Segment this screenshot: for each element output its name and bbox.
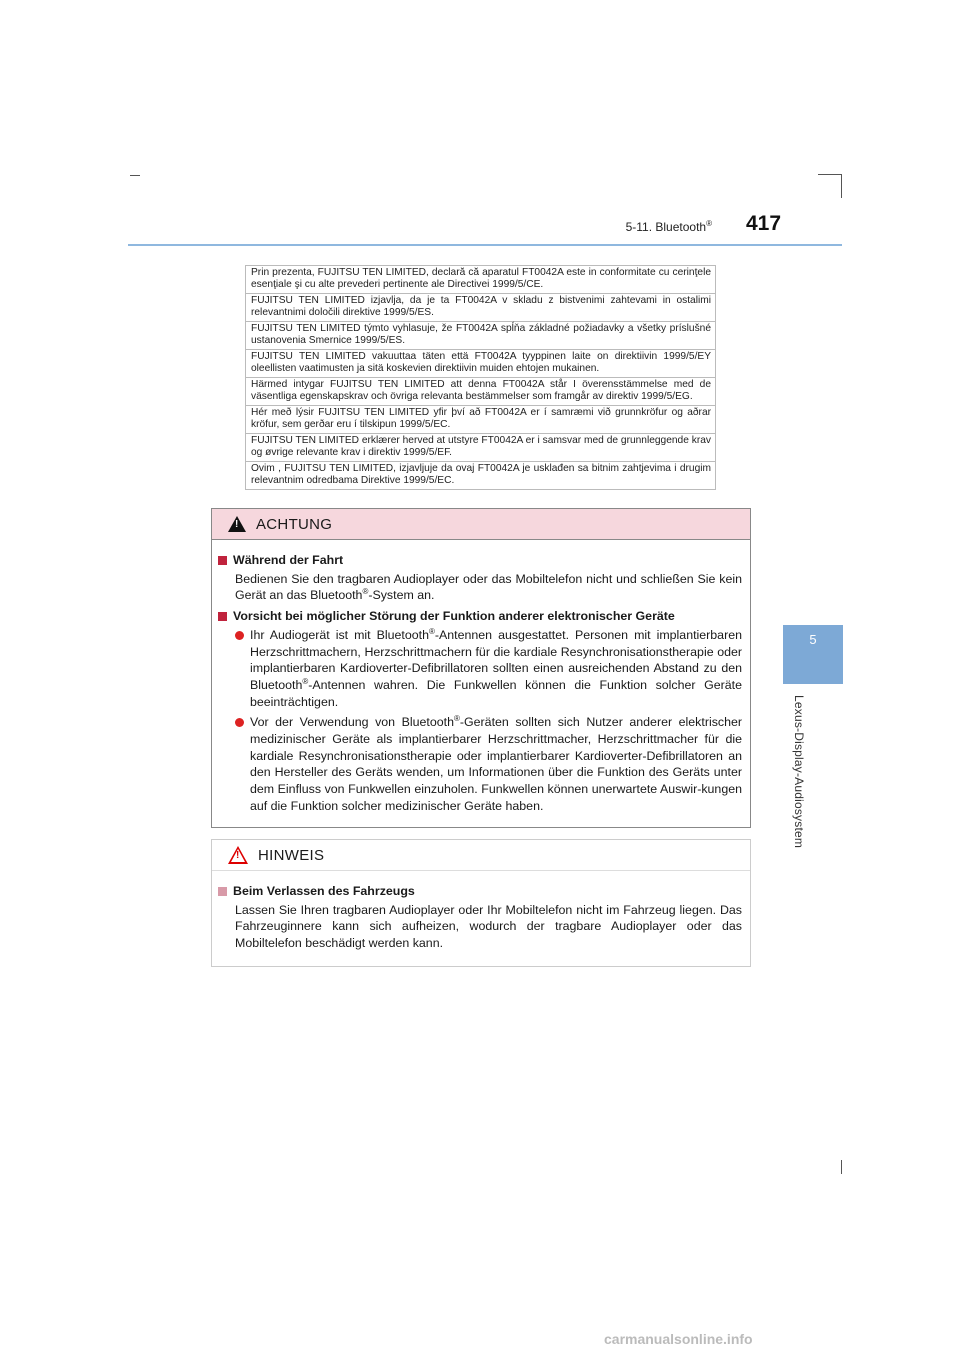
header-rule: [128, 244, 842, 246]
declaration-table: [245, 265, 716, 490]
crop-mark-top-right-h: [818, 174, 842, 175]
square-bullet-icon: [218, 612, 227, 621]
caution-triangle-icon: [228, 846, 248, 864]
registered-mark: ®: [706, 219, 712, 228]
warning-p1-post: -System an.: [368, 588, 435, 603]
declaration-row-croatian: Ovim , FUJITSU TEN LIMITED, izjavljuje da ovaj FT0042A je usklađen sa bitnim zahtjevima i drugim relevantnim odredbama Direktive 1999/5/EC.: [246, 461, 715, 489]
warning-box: [211, 508, 751, 828]
warning-body: [212, 540, 750, 815]
declaration-row-finnish: FUJITSU TEN LIMITED vakuuttaa täten että FT0042A tyyppinen laite on direktiivin 1999/5/EY oleellisten vaatimusten ja sitä koskevien direktiivin muiden ehtojen mukainen.: [246, 349, 715, 377]
chapter-title: Lexus-Display-Audiosystem: [792, 695, 806, 849]
note-body: [212, 871, 750, 952]
note-heading-leaving-text: Beim Verlassen des Fahrzeugs: [233, 884, 415, 898]
watermark: carmanualsonline.info: [604, 1331, 753, 1347]
warning-heading-interference-text: Vorsicht bei möglicher Störung der Funktion anderer elektronischer Geräte: [233, 609, 675, 624]
declaration-row-swedish: Härmed intygar FUJITSU TEN LIMITED att denna FT0042A står I överensstämmelse med de väsentliga egenskapskrav och övriga relevanta bestämmelser som framgår av direktiv 1999/5/EG.: [246, 377, 715, 405]
warning-heading-driving: [218, 552, 742, 569]
note-title: HINWEIS: [258, 846, 325, 864]
b1-part-c: -Antennen wahren. Die Funkwellen können die Funktion solcher Geräte beeinträchtigen.: [250, 677, 742, 709]
declaration-row-romanian: Prin prezenta, FUJITSU TEN LIMITED, declară că aparatul FT0042A este in conformitate cu cerinţele esenţiale şi cu alte prevederi pertinente ale Directivei 1999/5/CE.: [251, 267, 711, 290]
circle-bullet-icon: [235, 631, 244, 640]
warning-bullet-pacemaker-text: [250, 627, 742, 711]
warning-bullet-medical-devices-text: [250, 714, 742, 814]
warning-p1-pre: Bedienen Sie den tragbaren Audioplayer oder das Mobiltelefon nicht und schließen Sie kein Gerät an das Bluetooth: [235, 571, 742, 603]
warning-heading-interference: [218, 608, 742, 625]
chapter-tab: 5: [783, 625, 843, 684]
square-bullet-icon: [218, 556, 227, 565]
declaration-row-slovak: FUJITSU TEN LIMITED týmto vyhlasuje, že FT0042A spĺňa základné požiadavky a všetky príslušné ustanovenia Smernice 1999/5/ES.: [246, 321, 715, 349]
page-number: 417: [746, 212, 782, 235]
note-header: [212, 840, 750, 871]
b1-part-b: -Antennen ausgestattet. Personen mit implantierbaren Herzschrittmachern, Herzschrittmachern für die kardiale Resynchronisationstherapie oder implantierbaren Kardioverter-Defibrillatoren sollten einen ausreichenden Abstand zu den Bluetooth: [250, 627, 742, 692]
warning-title: ACHTUNG: [256, 515, 333, 533]
warning-triangle-icon: [228, 516, 246, 532]
declaration-row-slovenian: FUJITSU TEN LIMITED izjavlja, da je ta FT0042A v skladu z bistvenimi zahtevami in ostalimi relevantnimi določili direktive 1999/5/ES.: [246, 293, 715, 321]
b1-part-a: Ihr Audiogerät ist mit Bluetooth: [250, 627, 429, 642]
declaration-row-icelandic: Hér með lýsir FUJITSU TEN LIMITED yfir því að FT0042A er í samræmi við grunnkröfur og aðrar kröfur, sem gerðar eru í tilskipun 1999/5/EC.: [246, 405, 715, 433]
b2-part-b: -Geräten sollten sich Nutzer anderer elektrischer medizinischer Geräte als implantierbarer Herzschrittmacher, Herzschrittmacher für die kardiale Resynchronisationstherapie oder implantierbarer Kardioverter-Defibrillatoren an den Hersteller des Geräts wenden, um Informationen über die Funktion des Geräts unter dem Einfluss von Funkwellen einzuholen. Funkwellen können unerwartete Auswir-kungen auf die Funktion solcher medizinischer Geräte haben.: [250, 715, 742, 813]
warning-heading-driving-text: Während der Fahrt: [233, 553, 344, 567]
warning-header: [212, 509, 750, 540]
note-heading-leaving: [218, 883, 742, 900]
crop-mark-top-right-v: [841, 174, 842, 198]
crop-mark-bottom-right: [841, 1160, 842, 1174]
warning-bullet-medical-devices: [218, 714, 742, 814]
section-title-text: 5-11. Bluetooth: [625, 220, 707, 234]
circle-bullet-icon: [235, 718, 244, 727]
warning-paragraph-driving: [218, 571, 742, 604]
section-title: [626, 219, 712, 234]
note-box: [211, 839, 751, 967]
b2-part-a: Vor der Verwendung von Bluetooth: [250, 715, 454, 730]
crop-mark-top-left: [130, 175, 140, 176]
warning-bullet-pacemaker: [218, 627, 742, 711]
square-bullet-icon: [218, 887, 227, 896]
declaration-row-norwegian: FUJITSU TEN LIMITED erklærer herved at utstyre FT0042A er i samsvar med de grunnleggende krav og øvrige relevante krav i direktiv 1999/5/EF.: [246, 433, 715, 461]
note-paragraph: Lassen Sie Ihren tragbaren Audioplayer oder Ihr Mobiltelefon nicht im Fahrzeug liegen. Das Fahrzeuginnere kann sich aufheizen, wodurch der tragbare Audioplayer oder das Mobiltelefon beschädigt werden kann.: [235, 902, 742, 951]
